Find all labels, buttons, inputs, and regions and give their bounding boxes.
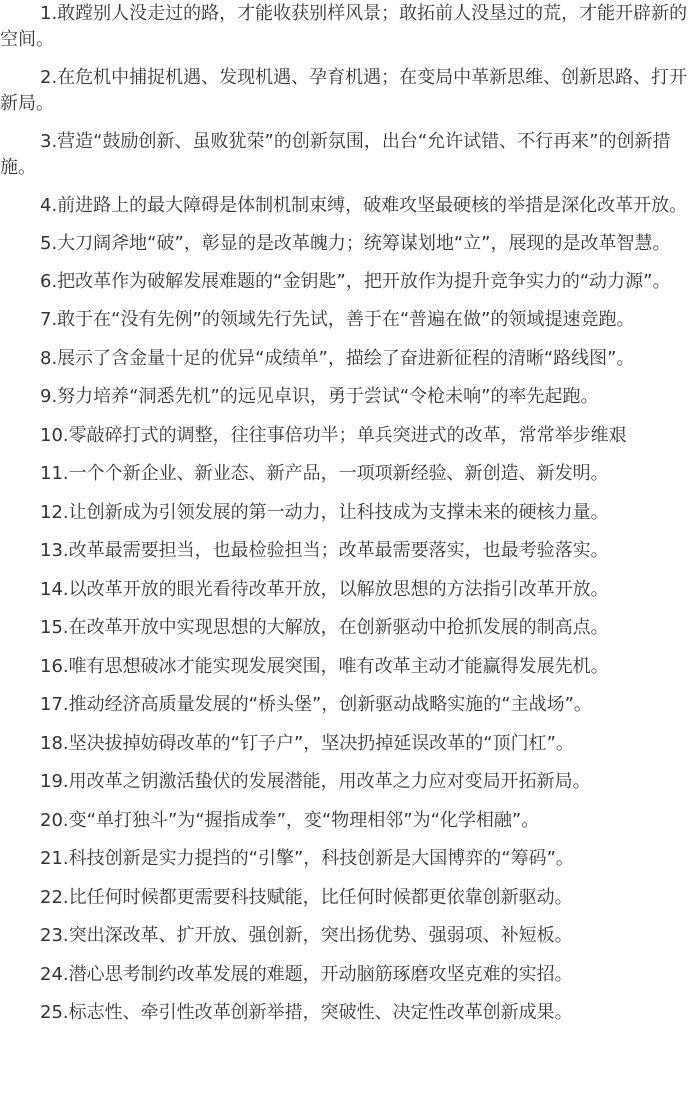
list-item: 17.推动经济高质量发展的“桥头堡”，创新驱动战略实施的“主战场”。 [40, 694, 592, 715]
list-item: 23.突出深改革、扩开放、强创新，突出扬优势、强弱项、补短板。 [40, 925, 573, 946]
list-item: 12.让创新成为引领发展的第一动力，让科技成为支撑未来的硬核力量。 [40, 501, 609, 523]
list-item: 14.以改革开放的眼光看待改革开放，以解放思想的方法指引改革开放。 [40, 578, 609, 600]
list-item: 19.用改革之钥激活蛰伏的发展潜能，用改革之力应对变局开拓新局。 [40, 771, 591, 792]
list-item: 5.大刀阔斧地“破”，彰显的是改革魄力；统筹谋划地“立”，展现的是改革智慧。 [40, 233, 671, 254]
list-item: 9.努力培养“洞悉先机”的远见卓识，勇于尝试“令枪未响”的率先起跑。 [40, 386, 599, 407]
list-item: 25.标志性、牵引性改革创新举措，突破性、决定性改革创新成果。 [40, 1002, 573, 1023]
list-item: 24.潜心思考制约改革发展的难题，开动脑筋琢磨攻坚克难的实招。 [40, 963, 573, 985]
list-item: 1.敢蹚别人没走过的路，才能收获别样风景；敢拓前人没垦过的荒，才能开辟新的空间。 [0, 3, 688, 50]
list-item: 2.在危机中捕捉机遇、发现机遇、孕育机遇；在变局中革新思维、创新思路、打开新局。 [0, 67, 688, 114]
list-item: 13.改革最需要担当，也最检验担当；改革最需要落实，也最考验落实。 [40, 540, 609, 561]
list-item: 22.比任何时候都更需要科技赋能，比任何时候都更依靠创新驱动。 [40, 886, 573, 908]
list-item: 11.一个个新企业、新业态、新产品，一项项新经验、新创造、新发明。 [40, 463, 609, 484]
list-item: 18.坚决拔掉妨碍改革的“钉子户”，坚决扔掉延误改革的“顶门杠”。 [40, 732, 574, 754]
list-item: 3.营造“鼓励创新、虽败犹荣”的创新氛围，出台“允许试错、不行再来”的创新措施。 [0, 131, 671, 178]
list-item: 6.把改革作为破解发展难题的“金钥匙”，把开放作为提升竞争实力的“动力源”。 [40, 271, 671, 292]
list-item: 7.敢于在“没有先例”的领域先行先试，善于在“普遍在做”的领域提速竞跑。 [40, 309, 635, 330]
list-item: 16.唯有思想破冰才能实现发展突围，唯有改革主动才能赢得发展先机。 [40, 655, 609, 677]
list-item: 15.在改革开放中实现思想的大解放，在创新驱动中抢抓发展的制高点。 [40, 617, 609, 638]
list-item: 20.变“单打独斗”为“握指成拳”，变“物理相邻”为“化学相融”。 [40, 809, 540, 831]
list-item: 10.零敲碎打式的调整，往往事倍功半；单兵突进式的改革，常常举步维艰 [40, 424, 627, 446]
list-item: 4.前进路上的最大障碍是体制机制束缚，破难攻坚最硬核的举措是深化改革开放。 [40, 195, 688, 216]
list-item: 8.展示了含金量十足的优异“成绩单”，描绘了奋进新征程的清晰“路线图”。 [40, 347, 635, 369]
list-item: 21.科技创新是实力提挡的“引擎”，科技创新是大国博弈的“筹码”。 [40, 848, 574, 869]
